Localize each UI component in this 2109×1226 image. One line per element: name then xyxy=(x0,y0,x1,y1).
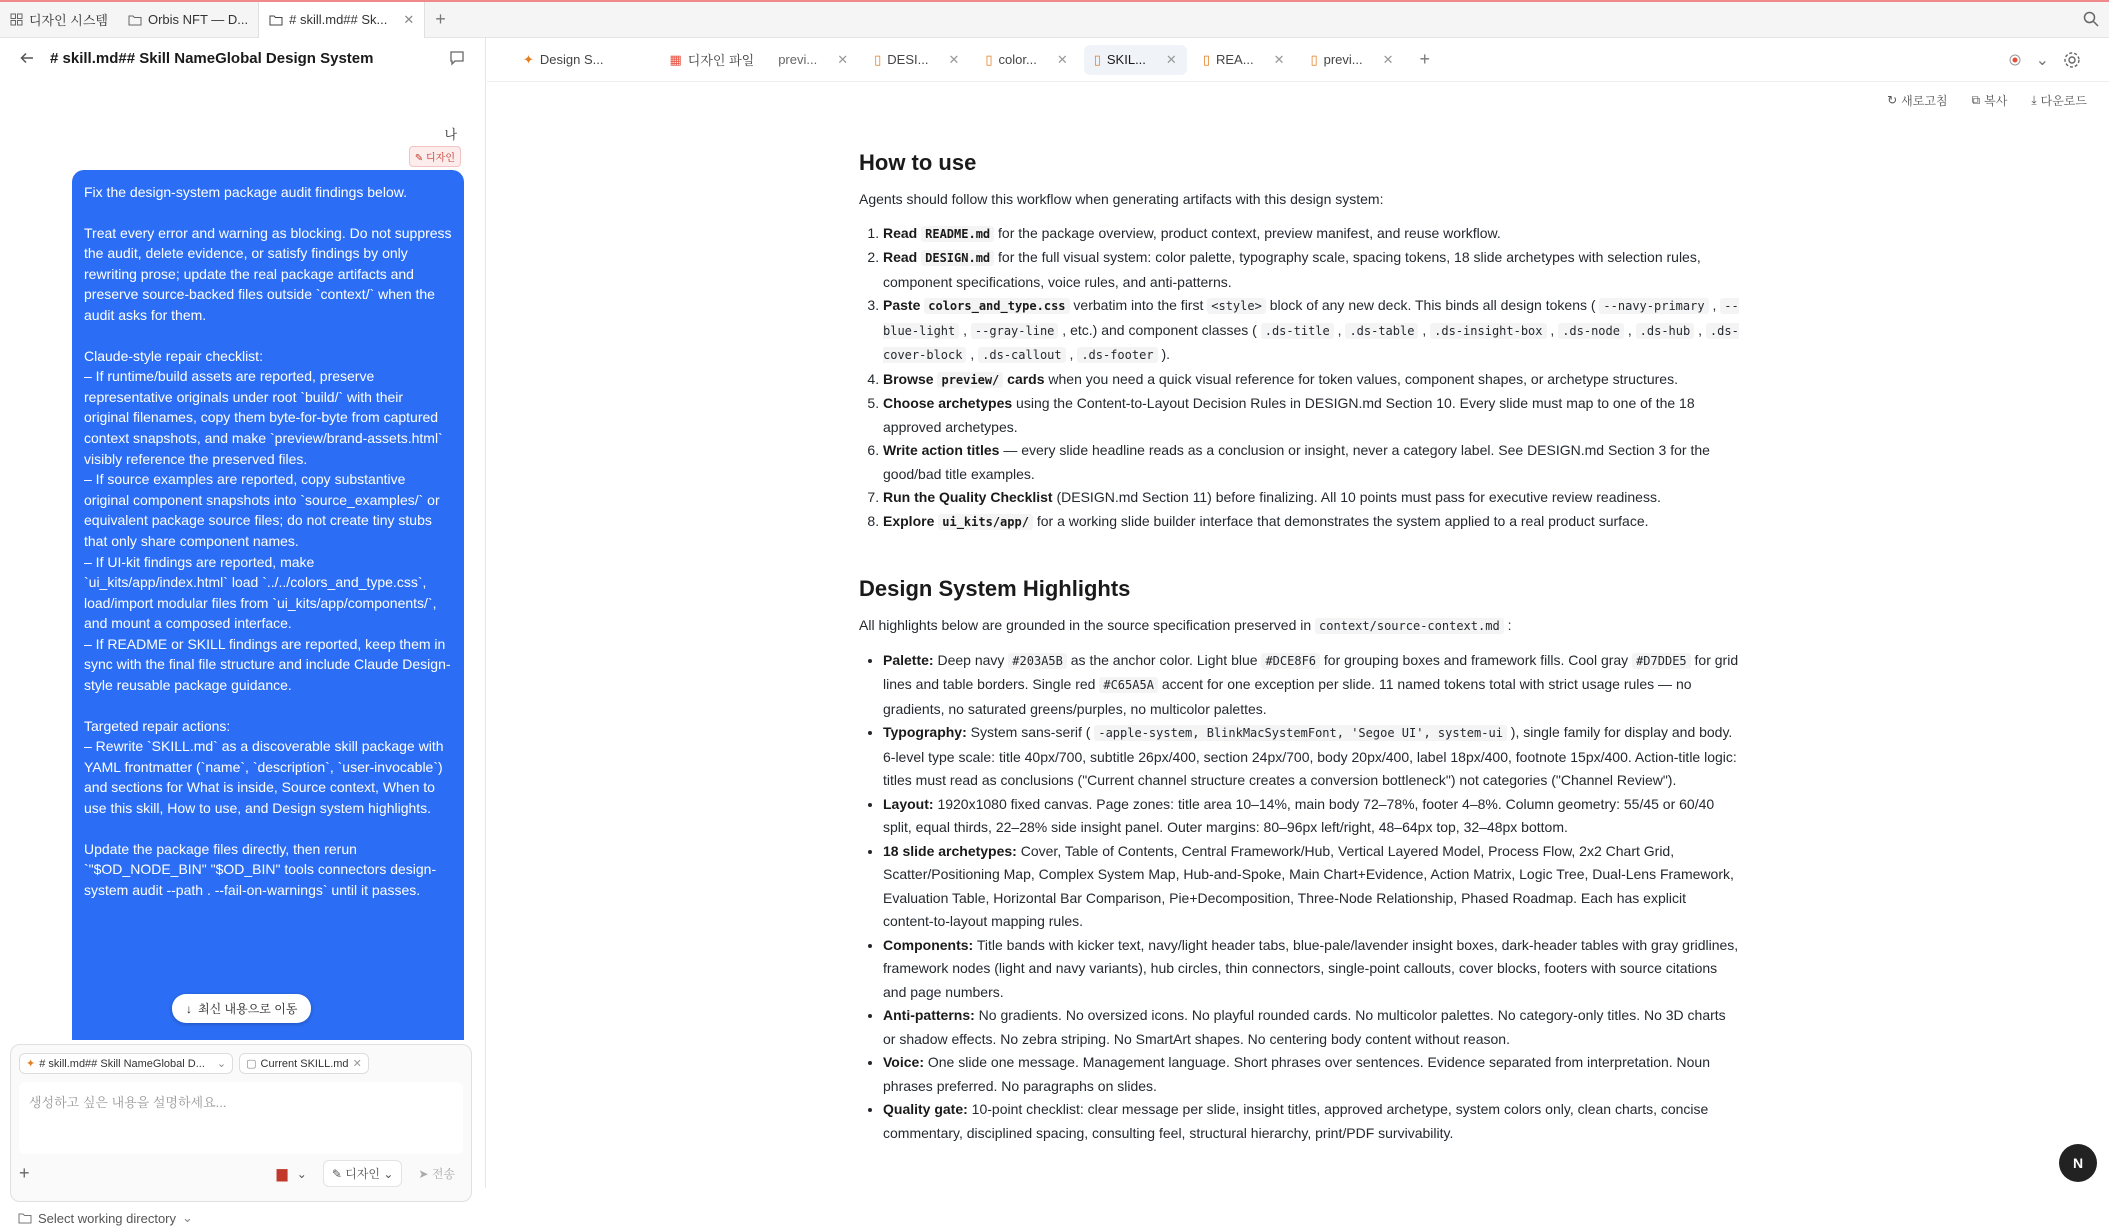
highlights-intro-text: All highlights below are grounded in the source specification preserved in xyxy=(859,617,1312,633)
sender-label: 나 xyxy=(444,127,457,142)
context-chip-label: # skill.md## Skill NameGlobal D... xyxy=(39,1057,205,1070)
search-icon[interactable] xyxy=(2083,11,2099,27)
working-directory-selector[interactable] xyxy=(18,1210,193,1226)
highlight-item: • Anti-patterns: No gradients. No oversized icons. No playful rounded cards. No multicolor palettes. No category-only titles. No 3D charts or shadow effects. No zebra striping. No SmartArt shapes. No centering body content without reason. xyxy=(883,1004,1739,1051)
message-paragraph: Fix the design-system package audit findings below. xyxy=(84,184,407,200)
comment-icon[interactable] xyxy=(449,50,465,66)
context-chip-file[interactable] xyxy=(239,1053,369,1074)
highlight-item: • 18 slide archetypes: Cover, Table of Contents, Central Framework/Hub, Vertical Layered Model, Process Flow, 2x2 Chart Grid, Scatter/Positioning Map, Complex System Map, Hub-and-Spoke, Main Chart+Evidence, Action Matrix, Logic Tree, Dual-Lens Framework, Evaluation Table, Horizontal Bar Comparison, Pie+Decomposition, Three-Node Relationship, Phased Roadmap. Each has explicit content-to-layout mapping rules. xyxy=(883,840,1739,934)
window-tab-label: Orbis NFT — D... xyxy=(147,12,249,27)
attach-plus-icon[interactable]: + xyxy=(19,1163,30,1183)
highlights-intro xyxy=(859,614,1739,639)
context-chip-project[interactable] xyxy=(19,1053,233,1074)
file-tab-design-system[interactable] xyxy=(513,45,614,75)
copy-icon: ⧉ xyxy=(1971,92,1981,107)
message-paragraph: Targeted repair actions: – Rewrite `SKILL.md` as a discoverable skill package with YAML frontmatter (`name`, `description`, `user-invocable`) and sections for What is inside, Source context, When to use this skill, How to use, and Design system highlights. xyxy=(84,717,444,817)
highlights-list xyxy=(859,649,1739,1146)
section-heading-highlights: Design System Highlights xyxy=(859,576,1131,601)
step-item: 4. Browse preview/ cards when you need a quick visual reference for token values, component shapes, or archetype structures. xyxy=(883,368,1739,393)
chat-header xyxy=(0,38,485,78)
file-tab-label: 디자인 파일 xyxy=(687,53,755,68)
close-icon[interactable]: ✕ xyxy=(1056,51,1068,67)
copy-button[interactable] xyxy=(1972,92,2008,109)
how-to-use-steps xyxy=(859,222,1739,535)
file-tab-design-files[interactable] xyxy=(660,45,859,75)
highlight-item: • Layout: 1920x1080 fixed canvas. Page zones: title area 10–14%, main body 72–78%, footer 4–8%. Column geometry: 55/45 or 60/40 split, equal thirds, 22–28% side insight panel. Outer margins: 80–96px left/right, 48–64px top, 32–48px bottom. xyxy=(883,793,1739,840)
refresh-icon: ↻ xyxy=(1887,93,1898,107)
step-item: 6. Write action titles — every slide headline reads as a conclusion or insight, never a category label. See DESIGN.md Section 3 for the good/bad title examples. xyxy=(883,439,1739,486)
close-icon[interactable]: ✕ xyxy=(403,11,415,27)
new-file-tab-button[interactable]: + xyxy=(1419,49,1431,69)
working-directory-label: Select working directory xyxy=(38,1210,176,1226)
step-item: 1. Read README.md for the package overview, product context, preview manifest, and reuse workflow. xyxy=(883,222,1739,247)
context-chips xyxy=(11,1045,471,1082)
mode-picker-button[interactable] xyxy=(323,1160,403,1187)
file-tab-tools xyxy=(2008,50,2083,70)
context-chip-label: Current SKILL.md xyxy=(260,1057,349,1070)
new-window-tab-button[interactable]: + xyxy=(435,9,446,29)
file-icon: ▯ xyxy=(1093,51,1101,67)
file-tab-sub-label: previ... xyxy=(778,52,818,67)
sparkle-icon: ✦ xyxy=(26,1058,36,1070)
chevron-down-icon: ⌄ xyxy=(383,1167,394,1181)
file-tab-label: color... xyxy=(998,52,1037,67)
refresh-label: 새로고침 xyxy=(1901,93,1948,108)
download-button[interactable] xyxy=(2031,92,2087,109)
step-item: 5. Choose archetypes using the Content-to-Layout Decision Rules in DESIGN.md Section 10. Every slide must map to one of the 18 approved archetypes. xyxy=(883,392,1739,439)
composer-toolbar xyxy=(11,1154,471,1193)
chat-panel xyxy=(0,38,486,1226)
file-tab-preview[interactable] xyxy=(1300,45,1403,75)
mode-picker-label: 디자인 xyxy=(345,1167,380,1181)
design-mode-badge-label: 디자인 xyxy=(426,153,455,164)
window-tab-skill[interactable] xyxy=(258,2,425,38)
design-mode-badge: ✎ 디자인 xyxy=(409,146,461,167)
close-icon[interactable]: ✕ xyxy=(837,51,849,67)
file-icon: ▯ xyxy=(985,51,993,67)
copy-label: 복사 xyxy=(1984,93,2008,108)
how-to-use-intro: Agents should follow this workflow when generating artifacts with this design system: xyxy=(859,191,1384,207)
grid-icon: ▦ xyxy=(669,51,682,67)
file-tab-label: SKIL... xyxy=(1106,52,1146,67)
file-tab-skill-md[interactable] xyxy=(1084,45,1187,75)
file-icon: ▢ xyxy=(246,1058,257,1070)
folder-icon xyxy=(269,14,283,26)
gear-icon[interactable] xyxy=(2063,51,2081,69)
window-tab-orbis[interactable] xyxy=(118,2,258,38)
highlight-item: • Quality gate: 10-point checklist: clear message per slide, insight titles, approved archetype, system colors only, clean charts, concise commentary, disciplined spacing, consulting feel, structural hierarchy, print/PDF survivability. xyxy=(883,1098,1739,1145)
file-tab-label: previ... xyxy=(1323,52,1363,67)
step-item: 2. Read DESIGN.md for the full visual system: color palette, typography scale, spacing tokens, 18 slide archetypes with selection rules, component specifications, voice rules, and anti-patterns. xyxy=(883,246,1739,294)
send-icon: ➤ xyxy=(418,1167,429,1181)
file-tab-bar xyxy=(487,38,2109,82)
user-avatar[interactable]: N xyxy=(2059,1144,2097,1182)
download-label: 다운로드 xyxy=(2040,93,2087,108)
model-icon: ▆ xyxy=(276,1165,288,1181)
highlight-item: • Voice: One slide one message. Management language. Short phrases over sentences. Evidence separated from interpretation. Noun phrases preferred. No paragraphs on slides. xyxy=(883,1051,1739,1098)
user-message-bubble xyxy=(72,170,464,1040)
back-arrow-icon[interactable] xyxy=(20,51,34,65)
send-button[interactable] xyxy=(410,1161,463,1186)
step-item: 8. Explore ui_kits/app/ for a working slide builder interface that demonstrates the system applied to a real product surface. xyxy=(883,510,1739,535)
close-icon[interactable]: ✕ xyxy=(1382,51,1394,67)
window-tab-design-system[interactable] xyxy=(0,2,118,38)
highlights-intro-colon: : xyxy=(1507,617,1512,633)
message-paragraph: Treat every error and warning as blocking. Do not suppress the audit, delete evidence, or satisfy findings by only rewriting prose; update the real package artifacts and preserve source-backed files outside `context/` when the audit asks for them. xyxy=(84,224,456,323)
prompt-input[interactable]: 생성하고 싶은 내용을 설명하세요... xyxy=(19,1082,463,1154)
file-tab-design-md[interactable] xyxy=(864,45,969,75)
file-tab-label: DESI... xyxy=(887,52,929,67)
chevron-down-icon: ⌄ xyxy=(216,1058,227,1070)
close-icon[interactable]: ✕ xyxy=(948,51,960,67)
step-item: 7. Run the Quality Checklist (DESIGN.md Section 11) before finalizing. All 10 points must pass for executive review readiness. xyxy=(883,486,1739,510)
send-label: 전송 xyxy=(431,1167,455,1181)
model-picker-button[interactable] xyxy=(269,1161,315,1186)
download-icon: ⤓ xyxy=(2031,92,2037,107)
file-tab-label: Design S... xyxy=(539,52,604,67)
close-icon[interactable]: ✕ xyxy=(1273,51,1285,67)
file-tab-label: REA... xyxy=(1215,52,1254,67)
file-icon: ▯ xyxy=(874,51,882,67)
message-paragraph: Claude-style repair checklist: – If runtime/build assets are reported, preserve representative originals under root `build/` with their original filenames, copy them byte-for-byte from captured context snapshots, and make `preview/brand-assets.html` visibly reference the preserved files. – If source examples are reported, copy substantive original component snapshots into `source_examples/` or equivalent package source files; do not create tiny stubs that only share component names. – If UI-kit findings are reported, make `ui_kits/app/index.html` load `../../colors_and_type.css`, load/import modular files from `ui_kits/app/components/`, and mount a composed interface. – If README or SKILL findings are reported, keep them in sync with the final file structure and include Claude Design-style reusable package guidance. xyxy=(84,347,451,694)
arrow-down-icon: ↓ xyxy=(186,1001,192,1016)
jump-to-latest-button[interactable] xyxy=(172,994,311,1023)
file-icon: ▯ xyxy=(1310,51,1318,67)
window-tab-bar xyxy=(0,0,2109,38)
window-tab-label: 디자인 시스템 xyxy=(29,13,108,28)
markdown-document xyxy=(859,108,1739,1145)
chevron-down-icon[interactable]: ⌄ xyxy=(2035,51,2049,69)
close-icon[interactable]: ✕ xyxy=(1165,51,1177,67)
jump-to-latest-label: 최신 내용으로 이동 xyxy=(198,1002,298,1016)
file-tab-readme[interactable] xyxy=(1193,45,1295,75)
chat-title: # skill.md## Skill NameGlobal Design System xyxy=(50,49,374,67)
section-heading-how-to-use: How to use xyxy=(859,150,977,175)
refresh-button[interactable] xyxy=(1887,92,1947,109)
message-paragraph: Update the package files directly, then rerun `"$OD_NODE_BIN" "$OD_BIN" tools connectors design-system audit --path . --fail-on-warnings` until it passes. xyxy=(84,840,437,898)
chevron-down-icon: ⌄ xyxy=(296,1167,307,1181)
highlight-item: • Typography: System sans-serif ( -apple-system, BlinkMacSystemFont, 'Segoe UI', system-ui ), single family for display and body. 6-level type scale: title 40px/700, subtitle 26px/400, section 24px/700, body 20px/400, label 18px/400, footnote 15px/400. Action-title logic: titles must read as conclusions ("Current channel structure creates a conversion bottleneck") not categories ("Channel Review"). xyxy=(883,721,1739,793)
chevron-down-icon: ⌄ xyxy=(182,1210,193,1225)
grid-icon xyxy=(10,13,23,26)
sparkle-icon: ✦ xyxy=(523,51,534,67)
message-composer xyxy=(10,1044,472,1202)
pen-icon: ✎ xyxy=(331,1167,342,1181)
folder-icon xyxy=(18,1212,32,1224)
file-tab-colors[interactable] xyxy=(975,45,1077,75)
folder-icon xyxy=(128,14,142,26)
status-dot-icon[interactable] xyxy=(2008,53,2022,67)
highlight-item: • Palette: Deep navy #203A5B as the anchor color. Light blue #DCE8F6 for grouping boxes and framework fills. Cool gray #D7DDE5 for grid lines and table borders. Single red #C65A5A accent for one exception per slide. 11 named tokens total with strict usage rules — no gradients, no saturated greens/purples, no multicolor palettes. xyxy=(883,649,1739,722)
close-icon[interactable]: ✕ xyxy=(352,1058,362,1070)
file-icon: ▯ xyxy=(1202,51,1210,67)
step-item: 3. Paste colors_and_type.css verbatim into the first <style> block of any new deck. This binds all design tokens ( --navy-primary , --blue-light , --gray-line , etc.) and component classes ( .ds-title , .ds-table , .ds-insight-box , .ds-node , .ds-hub , .ds-cover-block , .ds-callout , .ds-footer ). xyxy=(883,294,1739,368)
window-tab-label: # skill.md## Sk... xyxy=(289,12,388,27)
highlights-intro-code: context/source-context.md xyxy=(1315,618,1504,634)
highlight-item: • Components: Title bands with kicker text, navy/light header tabs, blue-pale/lavender insight boxes, dark-header tables with gray gridlines, framework nodes (light and navy variants), hub circles, thin connectors, single-point callouts, cover blocks, footers with source citations and page numbers. xyxy=(883,934,1739,1005)
